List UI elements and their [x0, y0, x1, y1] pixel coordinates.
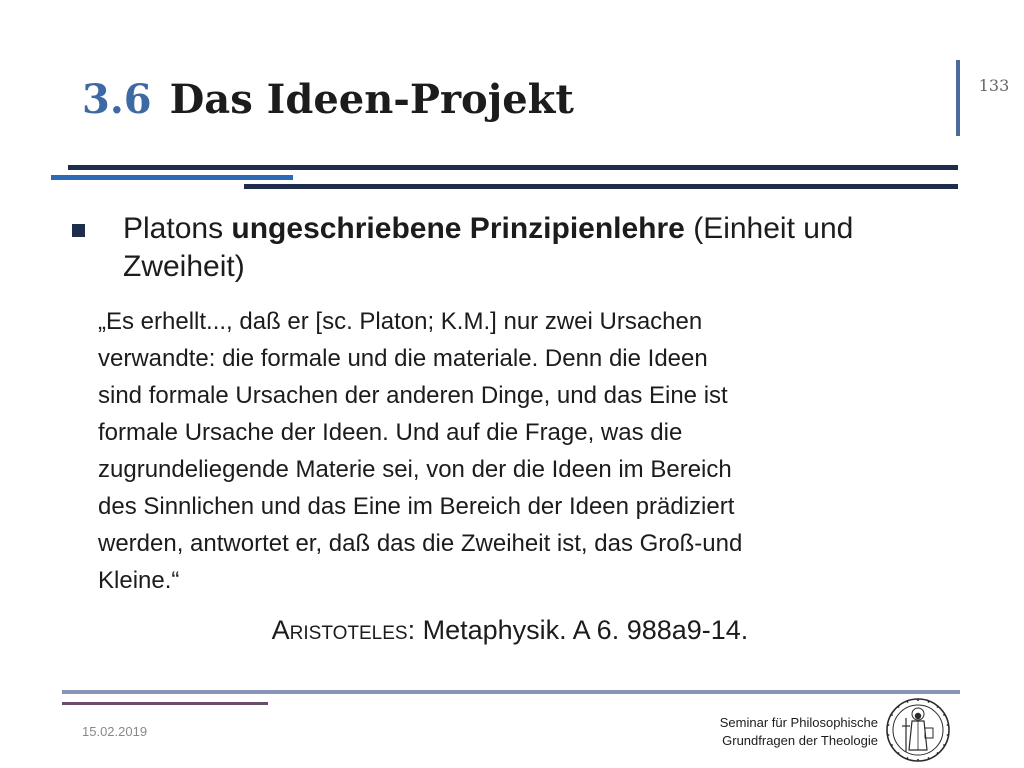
page-number-divider [956, 60, 960, 136]
seminar-line-2: Grundfragen der Theologie [722, 733, 878, 748]
header-rule-top [68, 165, 958, 170]
footer-rule-accent [62, 702, 268, 705]
bullet-bold-term: ungeschriebene Prinzipienlehre [231, 212, 685, 245]
quote-line: sind formale Ursachen der anderen Dinge, und das Eine ist [98, 382, 728, 409]
square-bullet-icon [72, 224, 85, 237]
footer-rule [62, 690, 960, 694]
section-number: 3.6 [82, 76, 152, 123]
quote-line: formale Ursache der Ideen. Und auf die Frage, was die [98, 419, 683, 446]
quote-line: werden, antwortet er, daß das die Zweiheit ist, das Groß-und [98, 530, 743, 557]
quote-line: „Es erhellt..., daß er [sc. Platon; K.M.] nur zwei Ursachen [98, 308, 703, 335]
university-seal-icon [884, 696, 952, 764]
quote-line: zugrundeliegende Materie sei, von der die Ideen im Bereich [98, 456, 732, 483]
footer-date: 15.02.2019 [82, 724, 148, 739]
header-rule-accent [51, 175, 293, 180]
bullet-prefix: Platons [123, 212, 232, 245]
page-number: 133 [978, 76, 1010, 95]
footer-seminar [660, 714, 878, 750]
citation-source: : Metaphysik. A 6. 988a9-14. [407, 615, 749, 645]
bullet-text [123, 210, 923, 286]
quote-line: verwandte: die formale und die materiale. Denn die Ideen [98, 345, 708, 372]
quote-block [98, 303, 924, 599]
quote-line: Kleine.“ [98, 567, 180, 594]
section-title: Das Ideen-Projekt [169, 76, 574, 123]
header-rule-bottom [244, 184, 958, 189]
bullet-suffix: (Einheit und Zweiheit) [123, 212, 854, 283]
quote-line: des Sinnlichen und das Eine im Bereich der Ideen prädiziert [98, 493, 735, 520]
citation [120, 612, 900, 648]
seminar-line-1: Seminar für Philosophische [719, 715, 878, 730]
citation-author: Aristoteles [271, 615, 408, 645]
page-title [82, 72, 574, 128]
